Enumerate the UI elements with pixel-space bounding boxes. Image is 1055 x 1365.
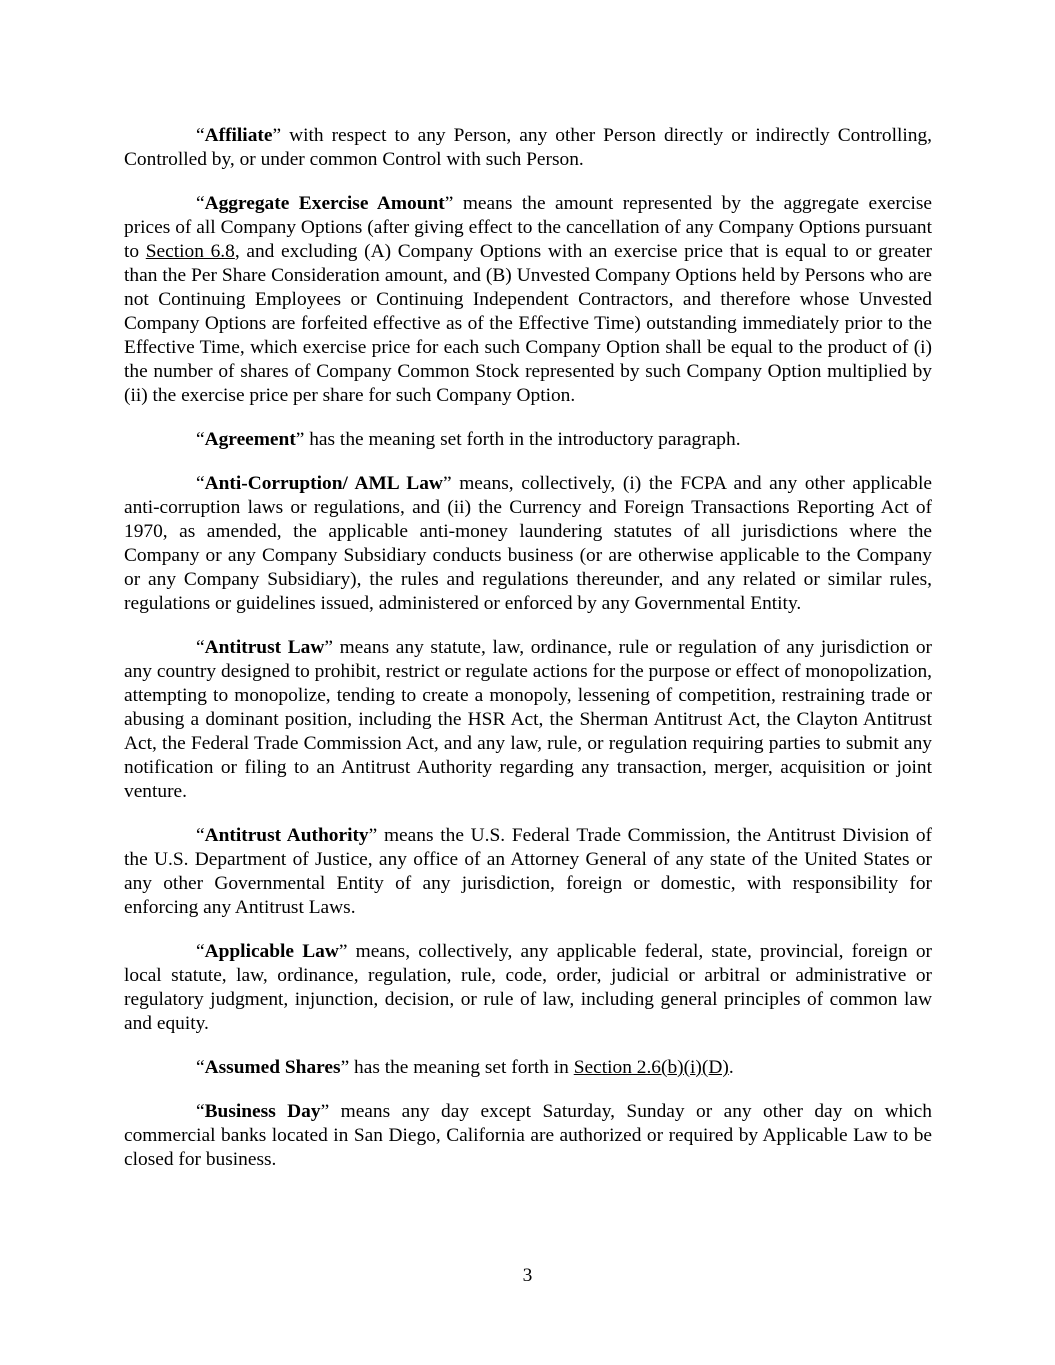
- defined-term: Agreement: [204, 429, 296, 450]
- section-cross-reference[interactable]: Section 6.8: [145, 241, 235, 262]
- defined-term: Applicable Law: [204, 941, 339, 962]
- definition-text: means the U.S. Federal Trade Commission, the Antitrust Division of the U.S. Department of Justice, any office of an Attorney General of any state of the United States or any other Governmental Entity of any jurisdiction, foreign or domestic, with responsibility for enforcing any Antitrust Laws.: [124, 825, 932, 918]
- close-quote: ”: [442, 473, 452, 494]
- open-quote: “: [196, 429, 205, 450]
- definition-text: means the amount represented by the aggregate exercise prices of all Company Options (after giving effect to the cancellation of any Company Options pursuant to: [124, 193, 932, 262]
- definition-business-day: [124, 1100, 932, 1172]
- definition-text-continued: .: [728, 1057, 734, 1078]
- defined-term: Antitrust Authority: [204, 825, 369, 846]
- open-quote: “: [196, 637, 205, 658]
- close-quote: ”: [340, 1057, 350, 1078]
- close-quote: ”: [444, 193, 454, 214]
- close-quote: ”: [368, 825, 378, 846]
- document-page: [124, 124, 932, 1192]
- open-quote: “: [196, 1101, 205, 1122]
- open-quote: “: [196, 941, 205, 962]
- definition-text: has the meaning set forth in: [349, 1057, 574, 1078]
- open-quote: “: [196, 1057, 205, 1078]
- definition-text: means any day except Saturday, Sunday or any other day on which commercial banks located in San Diego, California are authorized or required by Applicable Law to be closed for business.: [124, 1101, 932, 1170]
- close-quote: ”: [272, 125, 282, 146]
- definition-text: with respect to any Person, any other Person directly or indirectly Controlling, Controlled by, or under common Control with such Person.: [124, 125, 932, 170]
- page-number: 3: [522, 1265, 533, 1286]
- defined-term: Antitrust Law: [204, 637, 325, 658]
- definition-antitrust-law: [124, 636, 932, 804]
- definition-text-continued: , and excluding (A) Company Options with an exercise price that is equal to or greater than the Per Share Consideration amount, and (B) Unvested Company Options held by Persons who are not Continuing Employees or Continuing Independent Contractors, and therefore whose Unvested Company Options are forfeited effective as of the Effective Time) outstanding immediately prior to the Effective Time, which exercise price for each such Company Option shall be equal to the product of (i) the number of shares of Company Common Stock represented by such Company Option multiplied by (ii) the exercise price per share for such Company Option.: [124, 241, 933, 406]
- open-quote: “: [196, 125, 205, 146]
- close-quote: ”: [324, 637, 333, 658]
- definition-affiliate: [124, 124, 932, 172]
- definition-text: has the meaning set forth in the introductory paragraph.: [304, 429, 741, 450]
- definition-applicable-law: [124, 940, 932, 1036]
- defined-term: Affiliate: [204, 125, 273, 146]
- definition-aggregate-exercise-amount: [124, 192, 932, 408]
- defined-term: Assumed Shares: [204, 1057, 341, 1078]
- close-quote: ”: [295, 429, 305, 450]
- definition-text: means any statute, law, ordinance, rule or regulation of any jurisdiction or any country designed to prohibit, restrict or regulate actions for the purpose or effect of monopolization, attempting to monopolize, tending to create a monopoly, lessening of competition, restraining trade or abusing a dominant position, including the HSR Act, the Sherman Antitrust Act, the Clayton Antitrust Act, the Federal Trade Commission Act, and any law, rule, or regulation requiring parties to submit any notification or filing to an Antitrust Authority regarding any transaction, merger, acquisition or joint venture.: [124, 637, 932, 802]
- close-quote: ”: [320, 1101, 330, 1122]
- definition-antitrust-authority: [124, 824, 932, 920]
- definition-agreement: [124, 428, 932, 452]
- defined-term: Aggregate Exercise Amount: [204, 193, 445, 214]
- close-quote: ”: [338, 941, 348, 962]
- open-quote: “: [196, 193, 205, 214]
- definition-assumed-shares: [124, 1056, 932, 1080]
- definition-anti-corruption-aml-law: [124, 472, 932, 616]
- open-quote: “: [196, 825, 205, 846]
- defined-term: Anti-Corruption/ AML Law: [204, 473, 443, 494]
- definition-text: means, collectively, (i) the FCPA and any other applicable anti-corruption laws or regulations, and (ii) the Currency and Foreign Transactions Reporting Act of 1970, as amended, the applicable anti-money laundering statutes of all jurisdictions where the Company or any Company Subsidiary conducts business (or are otherwise applicable to the Company or any Company Subsidiary), the rules and regulations thereunder, and any related or similar rules, regulations or guidelines issued, administered or enforced by any Governmental Entity.: [124, 473, 932, 614]
- definition-text: means, collectively, any applicable federal, state, provincial, foreign or local statute, law, ordinance, regulation, rule, code, order, judicial or arbitral or administrative or regulatory judgment, injunction, decision, or rule of law, including general principles of common law and equity.: [124, 941, 933, 1034]
- defined-term: Business Day: [204, 1101, 321, 1122]
- open-quote: “: [196, 473, 205, 494]
- section-cross-reference[interactable]: Section 2.6(b)(i)(D): [573, 1057, 729, 1078]
